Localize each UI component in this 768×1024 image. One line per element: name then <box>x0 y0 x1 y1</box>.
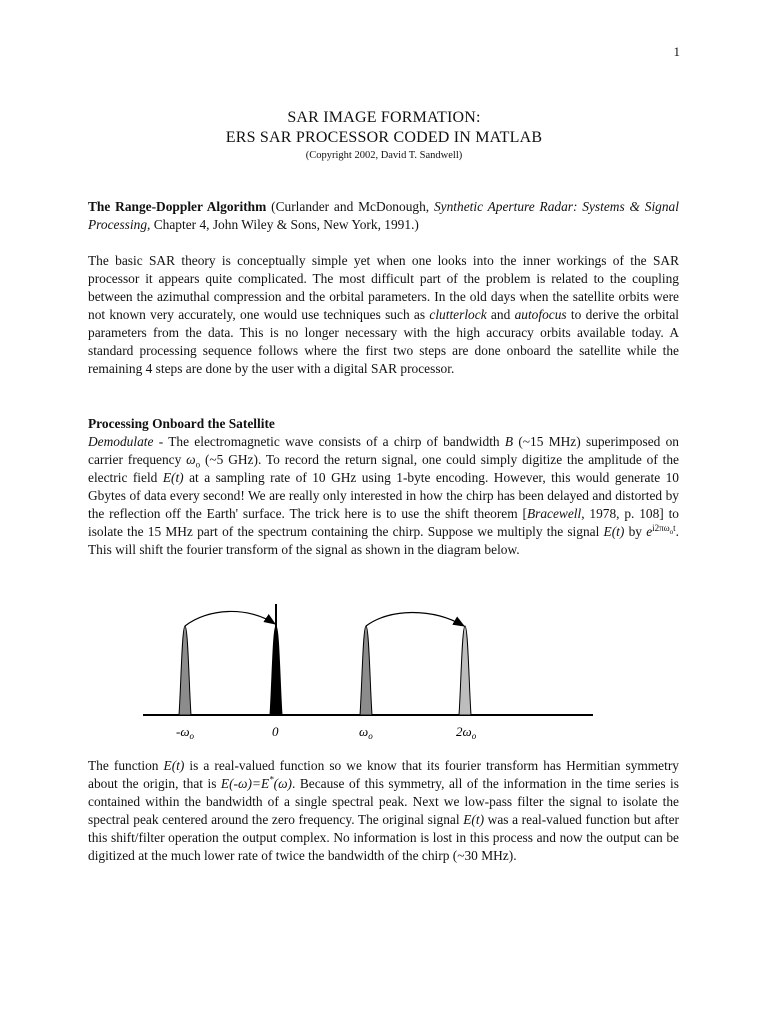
book-title: Synthetic Aperture Radar: Systems & Signal Processing <box>88 199 679 232</box>
paragraph-text: (~15 MHz) superimposed on carrier frequency <box>88 434 679 467</box>
paragraph-text: at a sampling rate of 10 GHz using 1-byte encoding. However, this would generate 10 Gbytes of data every second! We are really only interested in how the chirp has been delayed and distorted by the reflection off the Earth' surface. The trick here is to use the shift theorem [ <box>88 470 679 521</box>
spectral-peak-two-omega <box>459 626 471 715</box>
symbol-et: E(t) <box>162 470 184 485</box>
paragraph-text: to derive the orbital parameters from the data. This is no longer necessary with the high accuracy orbits available today. A standard processing sequence follows where the first two steps are done onboard the satellite while the remaining 4 steps are done by the user with a digital SAR processor. <box>88 307 679 376</box>
paragraph-text: was a real-valued function but after this shift/filter operation the output complex. No information is lost in this process and now the output can be digitized at the much lower rate of twice the bandwidth of the chirp (~30 MHz). <box>88 812 679 863</box>
symbol-omega: ω <box>186 452 196 467</box>
title-block <box>0 108 768 164</box>
spectral-peak-omega <box>360 626 372 715</box>
symbol-et: E(t) <box>463 812 485 827</box>
title-line-2: ERS SAR PROCESSOR CODED IN MATLAB <box>225 129 543 146</box>
paragraph-text: - The electromagnetic wave consists of a chirp of bandwidth <box>153 434 505 449</box>
spectral-peak-zero <box>270 626 282 715</box>
symbol-subscript: o <box>195 459 201 470</box>
symbol-et: E(t) <box>603 524 625 539</box>
intro-paragraph <box>88 252 679 378</box>
onboard-section <box>88 415 679 559</box>
paragraph-text: is a real-valued function so we know that its fourier transform has Hermitian symmetry about the origin, that is <box>88 758 679 791</box>
reference-paragraph <box>88 198 679 234</box>
reference-text: , Chapter 4, John Wiley & Sons, New York, 1991.) <box>147 217 419 232</box>
paragraph-text: (~5 GHz). To record the return signal, one could simply digitize the amplitude of the electric field <box>88 452 679 485</box>
page-number: 1 <box>673 44 680 59</box>
term-demodulate: Demodulate <box>88 434 154 449</box>
citation-author: Bracewell <box>526 506 582 521</box>
copyright-notice: (Copyright 2002, David T. Sandwell) <box>305 150 463 161</box>
hermitian-equation: E(-ω)=E*(ω) <box>220 774 293 791</box>
paragraph-text: The function <box>88 758 164 773</box>
paragraph-text: The basic SAR theory is conceptually simple yet when one looks into the inner workings of the SAR processor it appears quite complicated. The most difficult part of the problem is related to the coupling between the azimuthal compression and the orbital parameters. In the old days when the satellite orbits were not known very accurately, one would use techniques such as <box>88 253 679 322</box>
axis-label-two-omega: $2\omega_o$ <box>456 724 477 741</box>
exponential-base: e <box>646 524 653 539</box>
hermitian-paragraph <box>88 757 679 865</box>
frequency-shift-diagram <box>138 596 598 746</box>
shift-arrow-left <box>185 611 275 626</box>
section-heading-range-doppler: The Range-Doppler Algorithm <box>88 199 267 214</box>
paragraph-text: , 1978, p. 108] to isolate the 15 MHz part of the spectrum containing the chirp. Suppose we multiply the signal <box>88 506 679 539</box>
paragraph-text: . Because of this symmetry, all of the information in the time series is contained within the bandwidth of a single spectral peak. Next we low-pass filter the signal to isolate the spectral peak centered around the zero frequency. The original signal <box>88 776 679 827</box>
exponential-power: i2πωot <box>652 522 676 536</box>
section-heading-onboard: Processing Onboard the Satellite <box>88 416 275 431</box>
reference-text: (Curlander and McDonough, <box>266 199 434 214</box>
paragraph-text: . This will shift the fourier transform of the signal as shown in the diagram below. <box>88 524 679 557</box>
title-line-1: SAR IMAGE FORMATION: <box>287 109 481 126</box>
symbol-b: B <box>504 434 514 449</box>
paragraph-text: by <box>624 524 647 539</box>
shift-arrow-right <box>366 613 464 627</box>
symbol-et: E(t) <box>163 758 185 773</box>
term-autofocus: autofocus <box>514 307 567 322</box>
spectral-peak-neg-omega <box>179 626 191 715</box>
axis-label-zero: 0 <box>272 724 279 739</box>
term-clutterlock: clutterlock <box>429 307 487 322</box>
paragraph-text: and <box>486 307 515 322</box>
axis-label-neg-omega: $-\omega_o$ <box>176 724 195 741</box>
axis-label-omega: $\omega_o$ <box>359 724 373 741</box>
